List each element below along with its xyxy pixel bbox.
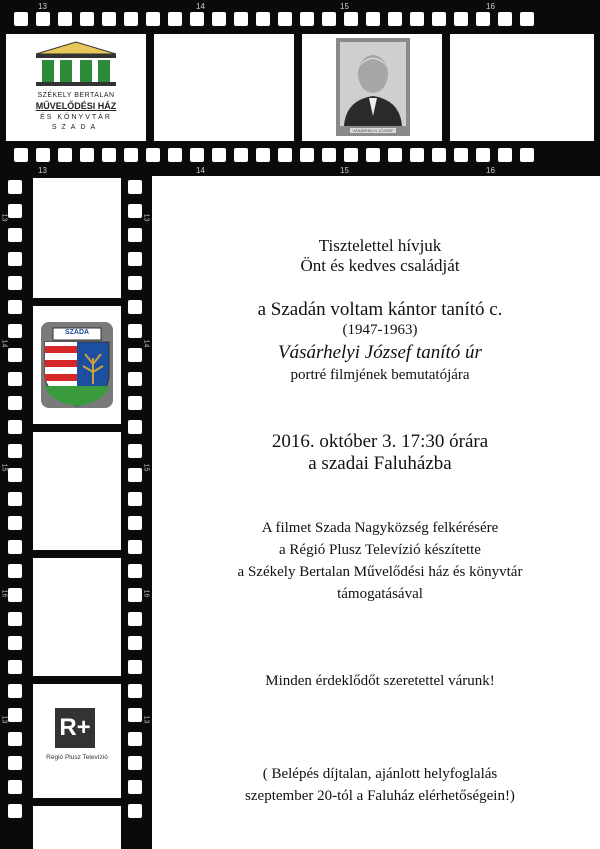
tv-name: Régió Plusz Televízió [46, 754, 108, 761]
welcome-line: Minden érdeklődőt szeretettel várunk! [265, 673, 495, 689]
greeting-line-2: Önt és kedves családját [300, 256, 460, 275]
org-name-line4: SZADA [51, 124, 101, 131]
film-edge-number: 14 [142, 339, 150, 348]
film-frame-portrait [302, 34, 442, 141]
film-frame-empty [33, 558, 121, 676]
film-edge-number: 13 [38, 166, 47, 175]
film-edge-number: 13 [0, 715, 8, 724]
film-frame-empty [450, 34, 594, 141]
film-edge-number: 13 [0, 213, 8, 222]
film-edge-number: 16 [486, 2, 495, 11]
film-edge-number: 13 [38, 2, 47, 11]
film-edge-number: 16 [142, 589, 150, 598]
film-edge-number: 13 [142, 715, 150, 724]
right-sprocket-column [128, 180, 142, 849]
entry-info-line-1: ( Belépés díjtalan, ajánlott helyfoglalás [262, 766, 498, 782]
credit-line-3: a Székely Bertalan Művelődési ház és könyvtár [237, 564, 523, 580]
coat-of-arms-label: SZADA [64, 329, 90, 336]
film-edge-number: 16 [486, 166, 495, 175]
film-frame-tv-logo [33, 684, 121, 798]
greeting-line-1: Tisztelettel hívjuk [318, 236, 442, 255]
film-frame-coat-of-arms [33, 306, 121, 424]
left-sprocket-column [8, 180, 22, 849]
portrait-photo [336, 38, 410, 136]
bottom-sprocket-row [14, 148, 600, 162]
premiere-line: portré filmjének bemutatójára [290, 367, 470, 383]
credit-line-2: a Régió Plusz Televízió készítette [279, 542, 481, 558]
portrait-caption: VÁSÁRHELYI JÓZSEF [352, 128, 394, 133]
org-name-line1: SZÉKELY BERTALAN [37, 92, 115, 99]
film-edge-number: 15 [142, 463, 150, 472]
film-years: (1947-1963) [342, 322, 418, 338]
film-edge-number: 16 [0, 589, 8, 598]
credit-line-1: A filmet Szada Nagyközség felkérésére [261, 520, 499, 536]
film-frame-empty [33, 432, 121, 550]
film-edge-number: 14 [196, 166, 205, 175]
film-edge-number: 14 [196, 2, 205, 11]
org-name-line3: ÉS KÖNYVTÁR [40, 114, 112, 121]
event-venue: a szadai Faluházba [308, 453, 452, 474]
film-frame-empty [33, 806, 121, 849]
film-frame-logo [6, 34, 146, 141]
org-name-line2: MŰVELŐDÉSI HÁZ [35, 101, 117, 111]
tv-logo-icon: R+ [55, 708, 95, 748]
credit-line-4: támogatásával [337, 586, 423, 602]
film-edge-number: 14 [0, 339, 8, 348]
building-logo-icon [34, 40, 118, 90]
film-edge-number: 15 [0, 463, 8, 472]
film-edge-number: 13 [142, 213, 150, 222]
top-sprocket-row [14, 12, 600, 26]
film-edge-number: 15 [340, 166, 349, 175]
film-edge-number: 15 [340, 2, 349, 11]
entry-info-line-2: szeptember 20-tól a Faluház elérhetőségein!) [245, 788, 515, 804]
honoree-name: Vásárhelyi József tanító úr [278, 342, 482, 363]
event-datetime: 2016. október 3. 17:30 órára [271, 431, 489, 452]
film-frame-empty [33, 178, 121, 298]
film-title: a Szadán voltam kántor tanító c. [257, 299, 503, 320]
film-frame-empty [154, 34, 294, 141]
